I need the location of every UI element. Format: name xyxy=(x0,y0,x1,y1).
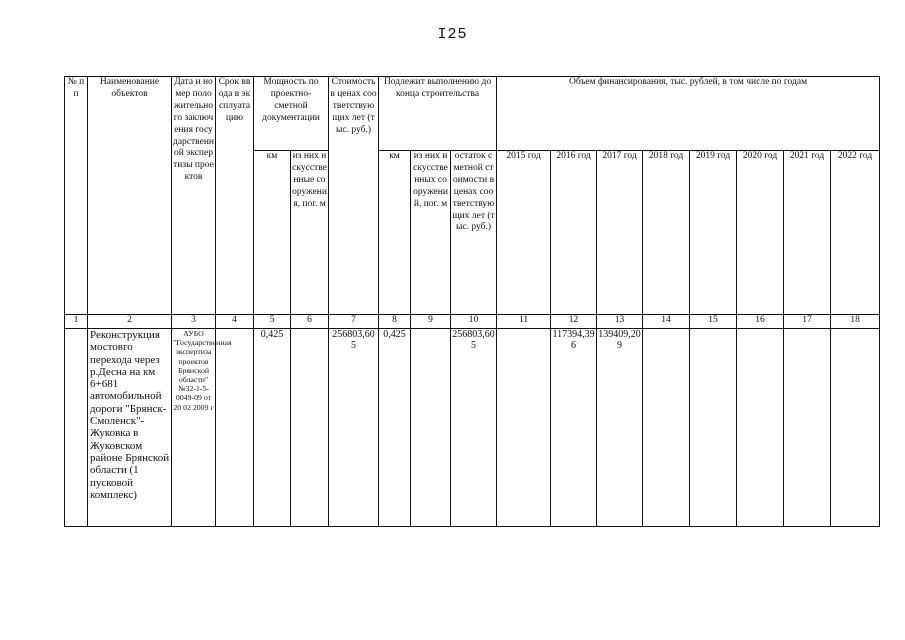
financing-2019 xyxy=(690,329,737,527)
column-number: 2 xyxy=(88,315,172,329)
expertise-conclusion: АУБО "Государственная экспертиза проектов Брянской области" №32-1-5-0049-09 от 20 02 2009 г xyxy=(172,329,216,527)
header-remaining-cost: остаток сметной стоимости в ценах соответствующих лет (тыс. руб.) xyxy=(451,151,497,315)
row-num xyxy=(65,329,88,527)
capacity-km: 0,425 xyxy=(254,329,291,527)
header-name: Наименование объектов xyxy=(88,77,172,315)
header-capacity-km: км xyxy=(254,151,291,315)
column-number: 15 xyxy=(690,315,737,329)
financing-2022 xyxy=(831,329,880,527)
header-capacity-structures: из них искусственные сооружения, пог. м xyxy=(291,151,329,315)
column-number: 16 xyxy=(737,315,784,329)
header-num: № п п xyxy=(65,77,88,315)
header-year-2020: 2020 год xyxy=(737,151,784,315)
financing-2021 xyxy=(784,329,831,527)
header-expertise-date: Дата и номер положительного заключения государственной экспертизы проектов xyxy=(172,77,216,315)
column-number: 17 xyxy=(784,315,831,329)
column-number: 6 xyxy=(291,315,329,329)
column-number: 11 xyxy=(497,315,551,329)
column-number: 13 xyxy=(597,315,643,329)
financing-2015 xyxy=(497,329,551,527)
column-number: 10 xyxy=(451,315,497,329)
column-number: 7 xyxy=(329,315,379,329)
header-year-2017: 2017 год xyxy=(597,151,643,315)
header-commissioning-term: Срок ввода в эксплуатацию xyxy=(216,77,254,315)
financing-2017: 139409,209 xyxy=(597,329,643,527)
remaining-cost-value: 256803,605 xyxy=(451,329,497,527)
header-capacity-group: Мощность по проектно-сметной документации xyxy=(254,77,329,151)
column-number: 14 xyxy=(643,315,690,329)
completion-structures xyxy=(411,329,451,527)
column-number: 1 xyxy=(65,315,88,329)
capacity-structures xyxy=(291,329,329,527)
column-number: 3 xyxy=(172,315,216,329)
column-number: 9 xyxy=(411,315,451,329)
page-number: I25 xyxy=(437,26,468,43)
header-year-2019: 2019 год xyxy=(690,151,737,315)
header-cost-current-prices: Стоимость в ценах соответствующих лет (тыс. руб.) xyxy=(329,77,379,315)
header-completion-structures: из них искусственных сооружений, пог. м xyxy=(411,151,451,315)
column-number: 18 xyxy=(831,315,880,329)
financing-2016: 117394,396 xyxy=(551,329,597,527)
header-completion-km: км xyxy=(379,151,411,315)
header-year-2018: 2018 год xyxy=(643,151,690,315)
completion-km: 0,425 xyxy=(379,329,411,527)
column-number: 5 xyxy=(254,315,291,329)
column-number: 4 xyxy=(216,315,254,329)
column-number: 8 xyxy=(379,315,411,329)
cost-value: 256803,605 xyxy=(329,329,379,527)
header-year-2021: 2021 год xyxy=(784,151,831,315)
header-completion-group: Подлежит выполнению до конца строительства xyxy=(379,77,497,151)
financing-table xyxy=(64,76,880,527)
financing-2020 xyxy=(737,329,784,527)
header-financing-group: Объем финансирования, тыс. рублей, в том числе по годам xyxy=(497,77,880,151)
header-year-2015: 2015 год xyxy=(497,151,551,315)
header-year-2022: 2022 год xyxy=(831,151,880,315)
commissioning-term xyxy=(216,329,254,527)
column-number: 12 xyxy=(551,315,597,329)
object-name: Реконструкция мостовго перехода через р.Десна на км 6+681 автомобильной дороги "Брянск-Смоленск"-Жуковка в Жуковском районе Брянской области (1 пусковой комплекс) xyxy=(88,329,172,527)
header-year-2016: 2016 год xyxy=(551,151,597,315)
financing-2018 xyxy=(643,329,690,527)
